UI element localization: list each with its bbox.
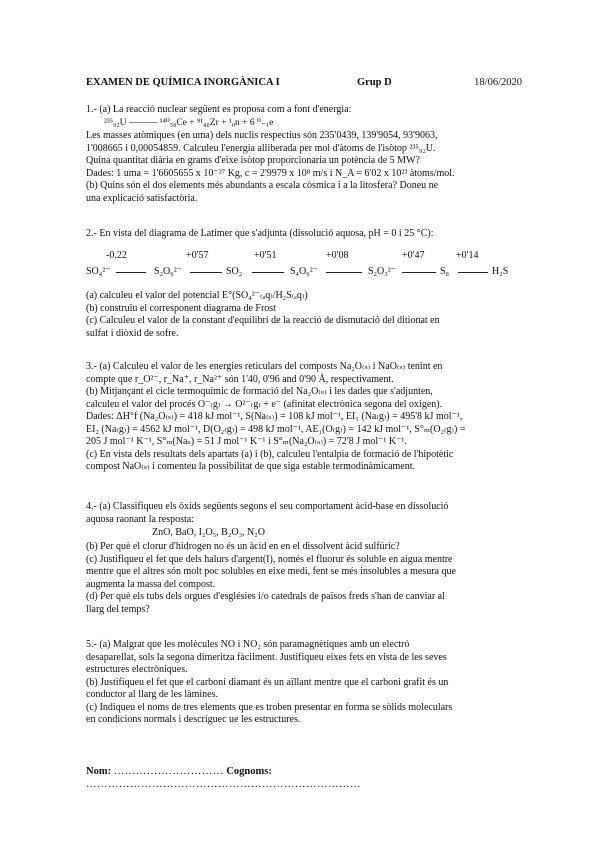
latimer-species: S₄O₆²⁻ xyxy=(290,266,319,277)
latimer-diagram xyxy=(86,250,526,282)
latimer-potential: -0.22 xyxy=(106,250,127,261)
latimer-potential: +0'08 xyxy=(326,250,349,261)
question-5 xyxy=(86,639,522,727)
latimer-arrow xyxy=(402,272,436,273)
q2-line: sulfat i diòxid de sofre. xyxy=(86,327,179,339)
question-2 xyxy=(86,228,522,241)
q4-line: (d) Per què els tubs dels orgues d'esglésies i/o catedrals de països freds s'han de canviar al xyxy=(86,591,445,602)
question-1 xyxy=(86,104,522,117)
q5-line: (c) Indiqueu el noms de tres elements que es troben presentar en forma se sòlids moleculars xyxy=(86,701,453,713)
surname-field[interactable]: ………………………………………………………………… xyxy=(86,778,361,790)
latimer-arrow xyxy=(116,272,146,273)
q1-line: Quina quantitat diària en grams d'eixe isòtop proporcionaria un potència de 5 MW? xyxy=(86,155,420,166)
q3-line: 205 J mol⁻¹ K⁻¹, S°ₘ(Naₛ) = 51 J mol⁻¹ K⁻¹ i S°ₘ(Na₂O₍ₛ₎) = 72'8 J mol⁻¹ K⁻¹. xyxy=(86,436,407,447)
latimer-species: S₂O₃²⁻ xyxy=(368,266,397,277)
latimer-arrow xyxy=(458,272,488,273)
q4-line: 4.- (a) Classifiqueu els òxids següents segons el seu comportament àcid-base en dissolució xyxy=(86,501,449,512)
latimer-species: SO₄²⁻ xyxy=(86,266,111,277)
question-4-body xyxy=(86,541,522,616)
q5-line: (b) Justifiqueu el fet que el carboni diamant és un aïllant mentre que el carboni grafit és un xyxy=(86,676,449,688)
latimer-species: H₂S xyxy=(492,266,509,277)
latimer-potential: +0'57 xyxy=(186,250,209,261)
q5-line: desaparellat, sols la segona dimeritza fàcilment. Justifiqueu eixes fets en vista de les seves xyxy=(86,651,447,663)
surname-label: Cognoms: xyxy=(226,766,272,777)
q1-line: una explicació satisfactòria. xyxy=(86,192,198,204)
q1-line: Les masses atòmiques (en uma) dels nuclis respectius són 235'0439, 139'9054, 93'9063, xyxy=(86,130,438,141)
q2-line: (a) calculeu el valor del potencial E°(SO₄²⁻₍ₐq₎/H₂S₍ₐq₎) xyxy=(86,290,308,301)
q4-oxide-list: ZnO, BaO, I₂O₅, B₂O₃, N₂O xyxy=(152,527,265,538)
q5-line: en condicions normals i descriguec ue les estructures. xyxy=(86,714,301,725)
q4-line: augmenta la massa del compost. xyxy=(86,578,216,590)
question-4 xyxy=(86,501,522,526)
q5-line: conductor al llarg de les làmines. xyxy=(86,689,218,700)
latimer-potential: +0'14 xyxy=(456,250,479,261)
q3-line: (b) Mitjançant el cicle termoquímic de formació del Na₂O₍ₛ₎ i les dades que s'adjunten, xyxy=(86,386,433,397)
latimer-species: S₂O₆²⁻ xyxy=(154,266,183,277)
exam-date: 18/06/2020 xyxy=(474,77,522,88)
latimer-arrow xyxy=(252,272,284,273)
question-1-body xyxy=(86,130,522,205)
q4-line: (c) Justifiqueu el fet que dels halurs d'argent(I), només el fluorur és soluble en aigua mentre xyxy=(86,553,453,565)
exam-group: Grup D xyxy=(357,77,392,88)
q2-line: (b) construïu el corresponent diagrama de Frost xyxy=(86,302,276,314)
latimer-potential: +0'51 xyxy=(254,250,277,261)
q1-nuclear-equation: ²³⁵₉₂U ——— ¹⁴⁰₅₈Ce + ⁹¹₄₀Zr + ¹₀n + 6 ⁰₋₁e xyxy=(104,118,274,128)
latimer-potential: +0'47 xyxy=(402,250,425,261)
q1-line: 1'008665 i 0,00054859. Calculeu l'energia alliberada per mol d'àtoms de l'isòtop ²³⁵₉₂U. xyxy=(86,142,436,154)
exam-header xyxy=(86,77,522,91)
q1-line: Dades: 1 uma = 1'6605655 x 10⁻²⁷ Kg, c = 2'9979 x 10⁸ m/s i N_A = 6'02 x 10²³ àtoms/mol. xyxy=(86,167,455,179)
q3-line: 3.- (a) Calculeu el valor de les energies reticulars del composts Na₂O₍ₛ₎ i NaO₍ₛ₎ tenint en xyxy=(86,361,443,372)
question-2-body xyxy=(86,290,522,340)
q3-line: compost NaO₍ₛ₎ i comenteu la possibilitat de que siga estable termodinàmicament. xyxy=(86,461,416,472)
latimer-species: SO₂ xyxy=(226,266,243,277)
q3-line: calculeu el valor del procés O⁻₍g₎ → O²⁻₍g₎ + e⁻ (afinitat electrònica segona del oxigen). xyxy=(86,398,443,410)
q5-line: estructures electròniques. xyxy=(86,664,188,675)
q3-line: Dades: ΔH°f (Na₂O₍ₛ₎) = 418 kJ mol⁻¹, S(Na₍ₛ₎) = 108 kJ mol⁻¹, EI₁ (Na₍g₎) = 495'8 kJ mol⁻¹, xyxy=(86,411,463,422)
name-field[interactable]: ………………………… xyxy=(113,766,224,777)
q4-line: llarg del temps? xyxy=(86,603,150,615)
q3-line: compte que r_O²⁻, r_Na⁺, r_Na²⁺ són 1'40, 0'96 and 0'90 Å, respectivament. xyxy=(86,373,394,385)
q4-line: mentre que el altres són molt poc solubles en eixe medi, fent se més insolubles a mesura que xyxy=(86,566,456,577)
q2-line: 2.- En vista del diagrama de Latimer que s'adjunta (dissolució aquosa, pH = 0 i 25 °C): xyxy=(86,228,434,239)
q1-line: 1.- (a) La reacció nuclear següent es proposa com a font d'energia: xyxy=(86,104,352,115)
q3-line: (c) En vista dels resultats dels apartats (a) i (b), calculeu l'entalpia de formació de l'hipotètic xyxy=(86,448,454,460)
name-label: Nom: xyxy=(86,766,112,777)
q4-line: aquosa raonant la resposta: xyxy=(86,513,195,525)
student-info xyxy=(86,766,526,791)
latimer-species: S₈ xyxy=(440,266,450,277)
latimer-arrow xyxy=(326,272,362,273)
latimer-arrow xyxy=(190,272,222,273)
q1-line: (b) Quins són el dos elements més abundants a escala còsmica i a la litosfera? Doneu ne xyxy=(86,180,439,191)
q5-line: 5.- (a) Malgrat que les molècules NO i NO₂ són paramagnètiques amb un electró xyxy=(86,639,410,650)
q2-line: (c) Calculeu el valor de la constant d'equilibri de la reacció de dismutació del ditionat en xyxy=(86,315,440,326)
q4-line: (b) Per què el clorur d'hidrogen no és un àcid en en el dissolvent àcid sulfúric? xyxy=(86,541,400,552)
q3-line: EI₂ (Na₍g₎) = 4562 kJ mol⁻¹, D(O₂₍g₎) = 498 kJ mol⁻¹, AE₁(O₍g₎) = 142 kJ mol⁻¹, S°ₘ(O₂₍g₎) = xyxy=(86,423,466,435)
exam-title: EXAMEN DE QUÍMICA INORGÀNICA I xyxy=(86,77,280,88)
question-3 xyxy=(86,361,522,474)
